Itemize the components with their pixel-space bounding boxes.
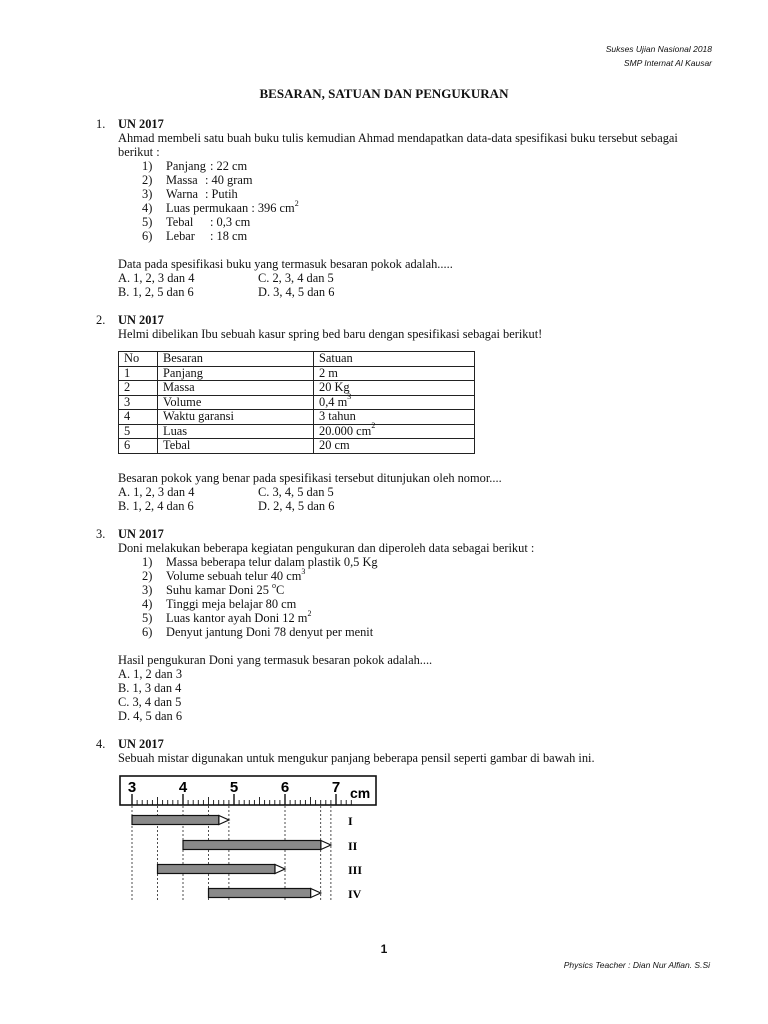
table-cell: 4 [119, 410, 158, 425]
table-cell: 20 cm [314, 439, 475, 454]
table-cell: 2 m [314, 366, 475, 381]
table-cell: 6 [119, 439, 158, 454]
q1-tag: UN 2017 [118, 117, 164, 131]
table-cell: Waktu garansi [158, 410, 314, 425]
table-cell: 2 [119, 381, 158, 396]
table-row [119, 424, 475, 439]
table-cell: 20.000 $cm^2$ [314, 424, 475, 439]
pencil-label: I [348, 814, 353, 828]
spec-table [118, 351, 475, 454]
q2-tag: UN 2017 [118, 313, 164, 327]
q2-option-a: A. 1, 2, 3 dan 4 [118, 485, 195, 499]
table-row [119, 381, 475, 396]
q2-number: 2. [96, 313, 106, 327]
ruler-unit-label: cm [350, 785, 371, 801]
q1-item [142, 159, 248, 173]
q2-stem: Helmi dibelikan Ibu sebuah kasur spring bed baru dengan spesifikasi sebagai berikut! [118, 327, 543, 341]
table-row [119, 410, 475, 425]
pencil-body [132, 816, 219, 825]
q1-item [142, 198, 299, 215]
q1-item [142, 173, 253, 187]
q2-option-d: D. 2, 4, 5 dan 6 [258, 499, 335, 513]
q2-question: Besaran pokok yang benar pada spesifikasi tersebut ditunjukan oleh nomor.... [118, 471, 502, 485]
pencils [132, 816, 331, 898]
q1-item [142, 187, 238, 201]
pencil-tip [219, 816, 229, 825]
ruler-figure [118, 772, 388, 906]
q1-number: 1. [96, 117, 106, 131]
q1-option-a: A. 1, 2, 3 dan 4 [118, 271, 195, 285]
q3-item [142, 566, 306, 583]
q1-item-value: : 40 gram [205, 173, 253, 187]
pencil-label: III [348, 863, 363, 877]
header-line-2: SMP Internat Al Kausar [623, 58, 712, 68]
ruler-number: 7 [331, 779, 341, 796]
table-cell: 0,4 $m^3$ [314, 395, 475, 410]
q4-tag: UN 2017 [118, 737, 164, 751]
ruler-number: 5 [229, 779, 239, 796]
q3-item-number: 1) [142, 555, 153, 569]
q3-number: 3. [96, 527, 106, 541]
pencil-tip [321, 841, 331, 850]
q1-question: Data pada spesifikasi buku yang termasuk besaran pokok adalah..... [118, 257, 453, 271]
pencil-body [209, 889, 311, 898]
pencil-tip [311, 889, 321, 898]
table-cell: Massa [158, 381, 314, 396]
q1-option-c: C. 2, 3, 4 dan 5 [258, 271, 334, 285]
table-cell: 3 [119, 395, 158, 410]
table-cell: 20 Kg [314, 381, 475, 396]
q3-option-d: D. 4, 5 dan 6 [118, 709, 183, 723]
ruler-number: 6 [280, 779, 290, 796]
table-cell: Volume [158, 395, 314, 410]
pencil-body [158, 865, 276, 874]
table-cell: Luas [158, 424, 314, 439]
q1-item-value: : 18 cm [210, 229, 248, 243]
q3-item [142, 597, 297, 611]
table-row [119, 366, 475, 381]
q3-item-text: Volume sebuah telur 40 $cm^3$ [166, 566, 306, 583]
q3-item-text: Suhu kamar Doni 25 $^o$C [166, 580, 285, 597]
q3-tag: UN 2017 [118, 527, 164, 541]
page-number: 1 [380, 942, 388, 956]
q1-option-d: D. 3, 4, 5 dan 6 [258, 285, 335, 299]
q3-item-number: 3) [142, 583, 153, 597]
q3-item [142, 625, 374, 639]
q1-item [142, 215, 251, 229]
q3-item-text: Denyut jantung Doni 78 denyut per menit [166, 625, 374, 639]
q1-item-value: : Putih [205, 187, 238, 201]
table-header-satuan: Satuan [314, 352, 475, 367]
page-footer: Physics Teacher : Dian Nur Alfian. S.Si [563, 960, 710, 970]
q1-item-number: 1) [142, 159, 153, 173]
table-row [119, 395, 475, 410]
q3-item-number: 5) [142, 611, 153, 625]
q1-item-label: Tebal [166, 215, 194, 229]
ruler-number: 3 [127, 779, 137, 796]
q1-item-value: : 22 cm [210, 159, 248, 173]
pencil-tip [275, 865, 285, 874]
q3-item-text: Massa beberapa telur dalam plastik 0,5 Kg [166, 555, 378, 569]
table-row [119, 439, 475, 454]
table-header-row [119, 352, 475, 367]
q2-option-b: B. 1, 2, 4 dan 6 [118, 499, 194, 513]
q3-item [142, 580, 285, 597]
table-cell: 3 tahun [314, 410, 475, 425]
q1-stem-line-2: berikut : [118, 145, 160, 159]
q1-item-number: 5) [142, 215, 153, 229]
q1-stem-line-1: Ahmad membeli satu buah buku tulis kemudian Ahmad mendapatkan data-data spesifikasi buku tersebut sebagai [118, 131, 678, 145]
q1-item-label: Lebar [166, 229, 195, 243]
q1-item-number: 2) [142, 173, 153, 187]
q4-stem: Sebuah mistar digunakan untuk mengukur panjang beberapa pensil seperti gambar di bawah ini. [118, 751, 595, 765]
table-header-no: No [119, 352, 158, 367]
ruler-number: 4 [178, 779, 188, 796]
q3-option-a: A. 1, 2 dan 3 [118, 667, 183, 681]
table-cell: Panjang [158, 366, 314, 381]
q1-item-number: 6) [142, 229, 153, 243]
q1-option-b: B. 1, 2, 5 dan 6 [118, 285, 194, 299]
q1-item-number: 4) [142, 201, 153, 215]
pencil-label: II [348, 839, 358, 853]
q3-item [142, 608, 312, 625]
q1-item-label: Luas permukaan : 396 $cm^2$ [166, 198, 299, 215]
q1-item-label: Panjang [166, 159, 206, 173]
q2-option-c: C. 3, 4, 5 dan 5 [258, 485, 334, 499]
q3-item [142, 555, 378, 569]
q3-stem: Doni melakukan beberapa kegiatan pengukuran dan diperoleh data sebagai berikut : [118, 541, 535, 555]
q3-option-c: C. 3, 4 dan 5 [118, 695, 182, 709]
q3-option-b: B. 1, 3 dan 4 [118, 681, 182, 695]
header-line-1: Sukses Ujian Nasional 2018 [605, 44, 712, 54]
q1-item-label: Massa [166, 173, 198, 187]
page-title: BESARAN, SATUAN DAN PENGUKURAN [259, 86, 509, 101]
q3-item-number: 2) [142, 569, 153, 583]
table-cell: 1 [119, 366, 158, 381]
page-header [606, 42, 712, 70]
q1-item-label: Warna [166, 187, 199, 201]
table-cell: 5 [119, 424, 158, 439]
pencil-body [183, 841, 321, 850]
q4-number: 4. [96, 737, 106, 751]
q3-item-number: 6) [142, 625, 153, 639]
pencil-label: IV [348, 887, 362, 901]
q3-item-text: Tinggi meja belajar 80 cm [166, 597, 297, 611]
q1-item [142, 229, 248, 243]
table-cell: Tebal [158, 439, 314, 454]
q3-question: Hasil pengukuran Doni yang termasuk besaran pokok adalah.... [118, 653, 433, 667]
table-header-besaran: Besaran [158, 352, 314, 367]
q1-item-value: : 0,3 cm [210, 215, 251, 229]
pencil-labels [348, 814, 362, 901]
q1-item-number: 3) [142, 187, 153, 201]
q3-item-text: Luas kantor ayah Doni 12 $m^2$ [166, 608, 312, 625]
q3-item-number: 4) [142, 597, 153, 611]
